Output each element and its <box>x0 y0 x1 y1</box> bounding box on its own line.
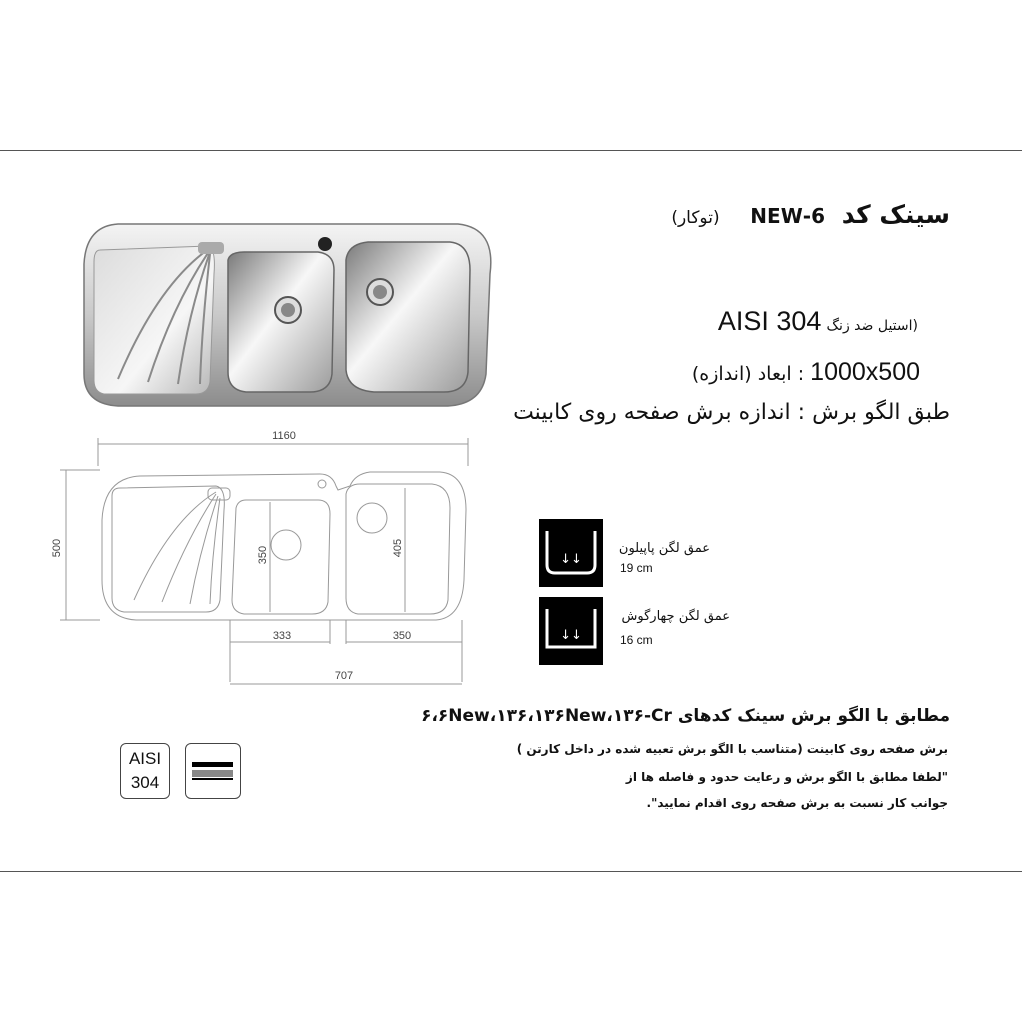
tap-hole <box>318 480 326 488</box>
note-line-2: "لطفا مطابق با الگو برش و رعایت حدود و فاصله ها از <box>625 770 948 784</box>
right-drain <box>357 503 387 533</box>
aisi-304-badge <box>120 743 170 799</box>
label-left-bowl-width: 333 <box>272 630 292 642</box>
svg-text:↓↓: ↓↓ <box>560 628 582 643</box>
drainboard-ribs <box>134 492 220 604</box>
drainboard-outline <box>112 486 224 612</box>
left-bowl-outline <box>232 500 330 614</box>
title-prefix: سینک کد <box>841 200 950 229</box>
title-code: 6-NEW <box>750 204 825 228</box>
technical-drawing <box>40 430 480 695</box>
note-line-1: برش صفحه روی کابینت (متناسب با الگو برش تعبیه شده در داخل کارتن ) <box>516 742 948 756</box>
svg-text:↓↓: ↓↓ <box>560 552 582 567</box>
badge-line-2: 304 <box>130 773 160 792</box>
badge-line-1: AISI <box>128 749 162 768</box>
dimensions-size: 1000x500 <box>810 358 920 386</box>
note-line-3: جوانب کار نسبت به برش صفحه روی اقدام نمایید". <box>646 796 948 810</box>
label-bowls-total-width: 707 <box>334 670 354 682</box>
cut-size-line: طبق الگو برش : اندازه برش صفحه روی کابینت <box>513 400 950 425</box>
material-line <box>640 306 940 337</box>
drain-overflow <box>208 488 230 500</box>
dimensions-line <box>600 358 920 387</box>
product-title <box>610 200 950 229</box>
dimensions-label: : ابعاد (اندازه) <box>691 363 805 385</box>
bowl-depth-icon <box>539 519 603 587</box>
label-right-bowl-width: 350 <box>392 630 412 642</box>
square-bowl-depth-icon <box>539 597 603 665</box>
label-right-bowl-height: 405 <box>392 538 404 558</box>
material-grade: AISI 304 <box>717 306 822 336</box>
label-overall-width: 1160 <box>272 430 296 442</box>
label-left-bowl-height: 350 <box>257 545 269 565</box>
depth-2-label: عمق لگن چهارگوش <box>621 609 730 624</box>
depth-1-value: 19 cm <box>620 561 653 575</box>
depth-2-value: 16 cm <box>620 633 653 647</box>
sink-outline <box>102 472 466 620</box>
steel-thickness-icon <box>185 743 241 799</box>
label-overall-height: 500 <box>51 538 63 558</box>
sink-photo <box>78 214 496 410</box>
compatible-codes-line: مطابق با الگو برش سینک کدهای ۶،۶New،۱۳۶،۱۳۶New،۱۳۶-Cr <box>421 706 950 726</box>
material-note: (استیل ضد زنگ <box>826 318 918 334</box>
title-subtitle: (توکار) <box>671 208 720 228</box>
depth-1-label: عمق لگن پاپیلون <box>618 541 710 556</box>
left-drain <box>271 530 301 560</box>
